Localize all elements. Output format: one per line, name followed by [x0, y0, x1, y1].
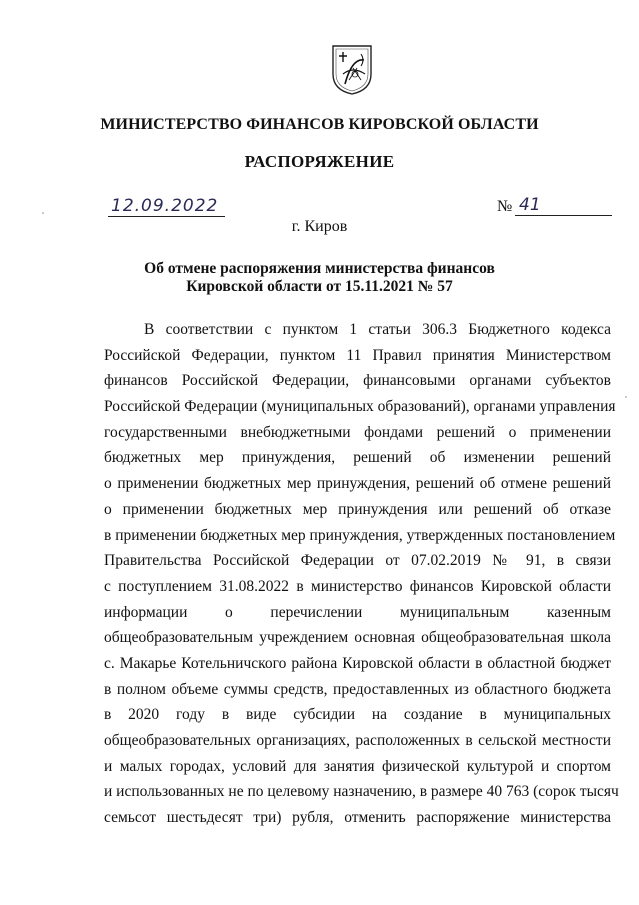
subject-line: Кировской области от 15.11.2021 № 57 — [186, 278, 453, 295]
body-line: в 2020 году в виде субсидии на создание в муниципальных — [104, 706, 611, 724]
body-line: с. Макарье Котельничского района Кировской области в областной бюджет — [104, 654, 611, 672]
body-line: Российской Федерации (муниципальных образований), органами управления — [104, 398, 616, 416]
body-line: и использованных не по целевому назначению, в размере 40 763 (сорок тысяч — [104, 783, 619, 801]
document-city: г. Киров — [291, 218, 348, 235]
body-line: государственными внебюджетными фондами решений о применении — [104, 423, 611, 441]
body-line: в применении бюджетных мер принуждения, утвержденных постановлением — [104, 526, 616, 544]
body-line: семьсот шестьдесят три) рубля, отменить распоряжение министерства — [104, 809, 611, 827]
body-line: финансов Российской Федерации, финансовыми органами субъектов — [104, 372, 611, 390]
body-line: Российской Федерации, пунктом 11 Правил принятия Министерством — [104, 346, 611, 364]
body-line: общеобразовательных организациях, расположенных в сельской местности — [104, 732, 611, 749]
body-line: и малых городах, условий для занятия физической культурой и спортом — [104, 757, 611, 775]
body-line: о применении бюджетных мер принуждения или решений об отказе — [104, 500, 611, 518]
scan-artifact — [625, 396, 627, 398]
body-line: бюджетных мер принуждения, решений об изменении решений — [104, 449, 611, 467]
document-number-label: № — [497, 198, 513, 215]
body-line: с поступлением 31.08.2022 в министерство финансов Кировской области — [104, 577, 611, 595]
document-date: 12.09.2022 — [108, 196, 225, 217]
body-line: общеобразовательным учреждением основная общеобразовательная школа — [104, 629, 611, 647]
document-body — [104, 317, 619, 831]
body-line: Правительства Российской Федерации от 07.02.2019 № 91, в связи — [104, 552, 611, 570]
scan-artifact — [42, 212, 44, 214]
ministry-name: МИНИСТЕРСТВО ФИНАНСОВ КИРОВСКОЙ ОБЛАСТИ — [100, 116, 539, 133]
document-subject — [0, 260, 639, 296]
document-number: 41 — [515, 195, 612, 216]
body-line: в полном объеме суммы средств, предоставленных из областного бюджета — [104, 680, 611, 698]
subject-line: Об отмене распоряжения министерства финансов — [144, 260, 495, 277]
document-type: РАСПОРЯЖЕНИЕ — [244, 152, 395, 171]
body-line: В соответствии с пунктом 1 статьи 306.3 Бюджетного кодекса — [144, 321, 611, 338]
kirov-oblast-coat-of-arms-icon — [331, 44, 373, 96]
body-line: информации о перечислении муниципальным казенным — [104, 603, 611, 621]
body-line: о применении бюджетных мер принуждения, решений об отмене решений — [104, 475, 611, 493]
